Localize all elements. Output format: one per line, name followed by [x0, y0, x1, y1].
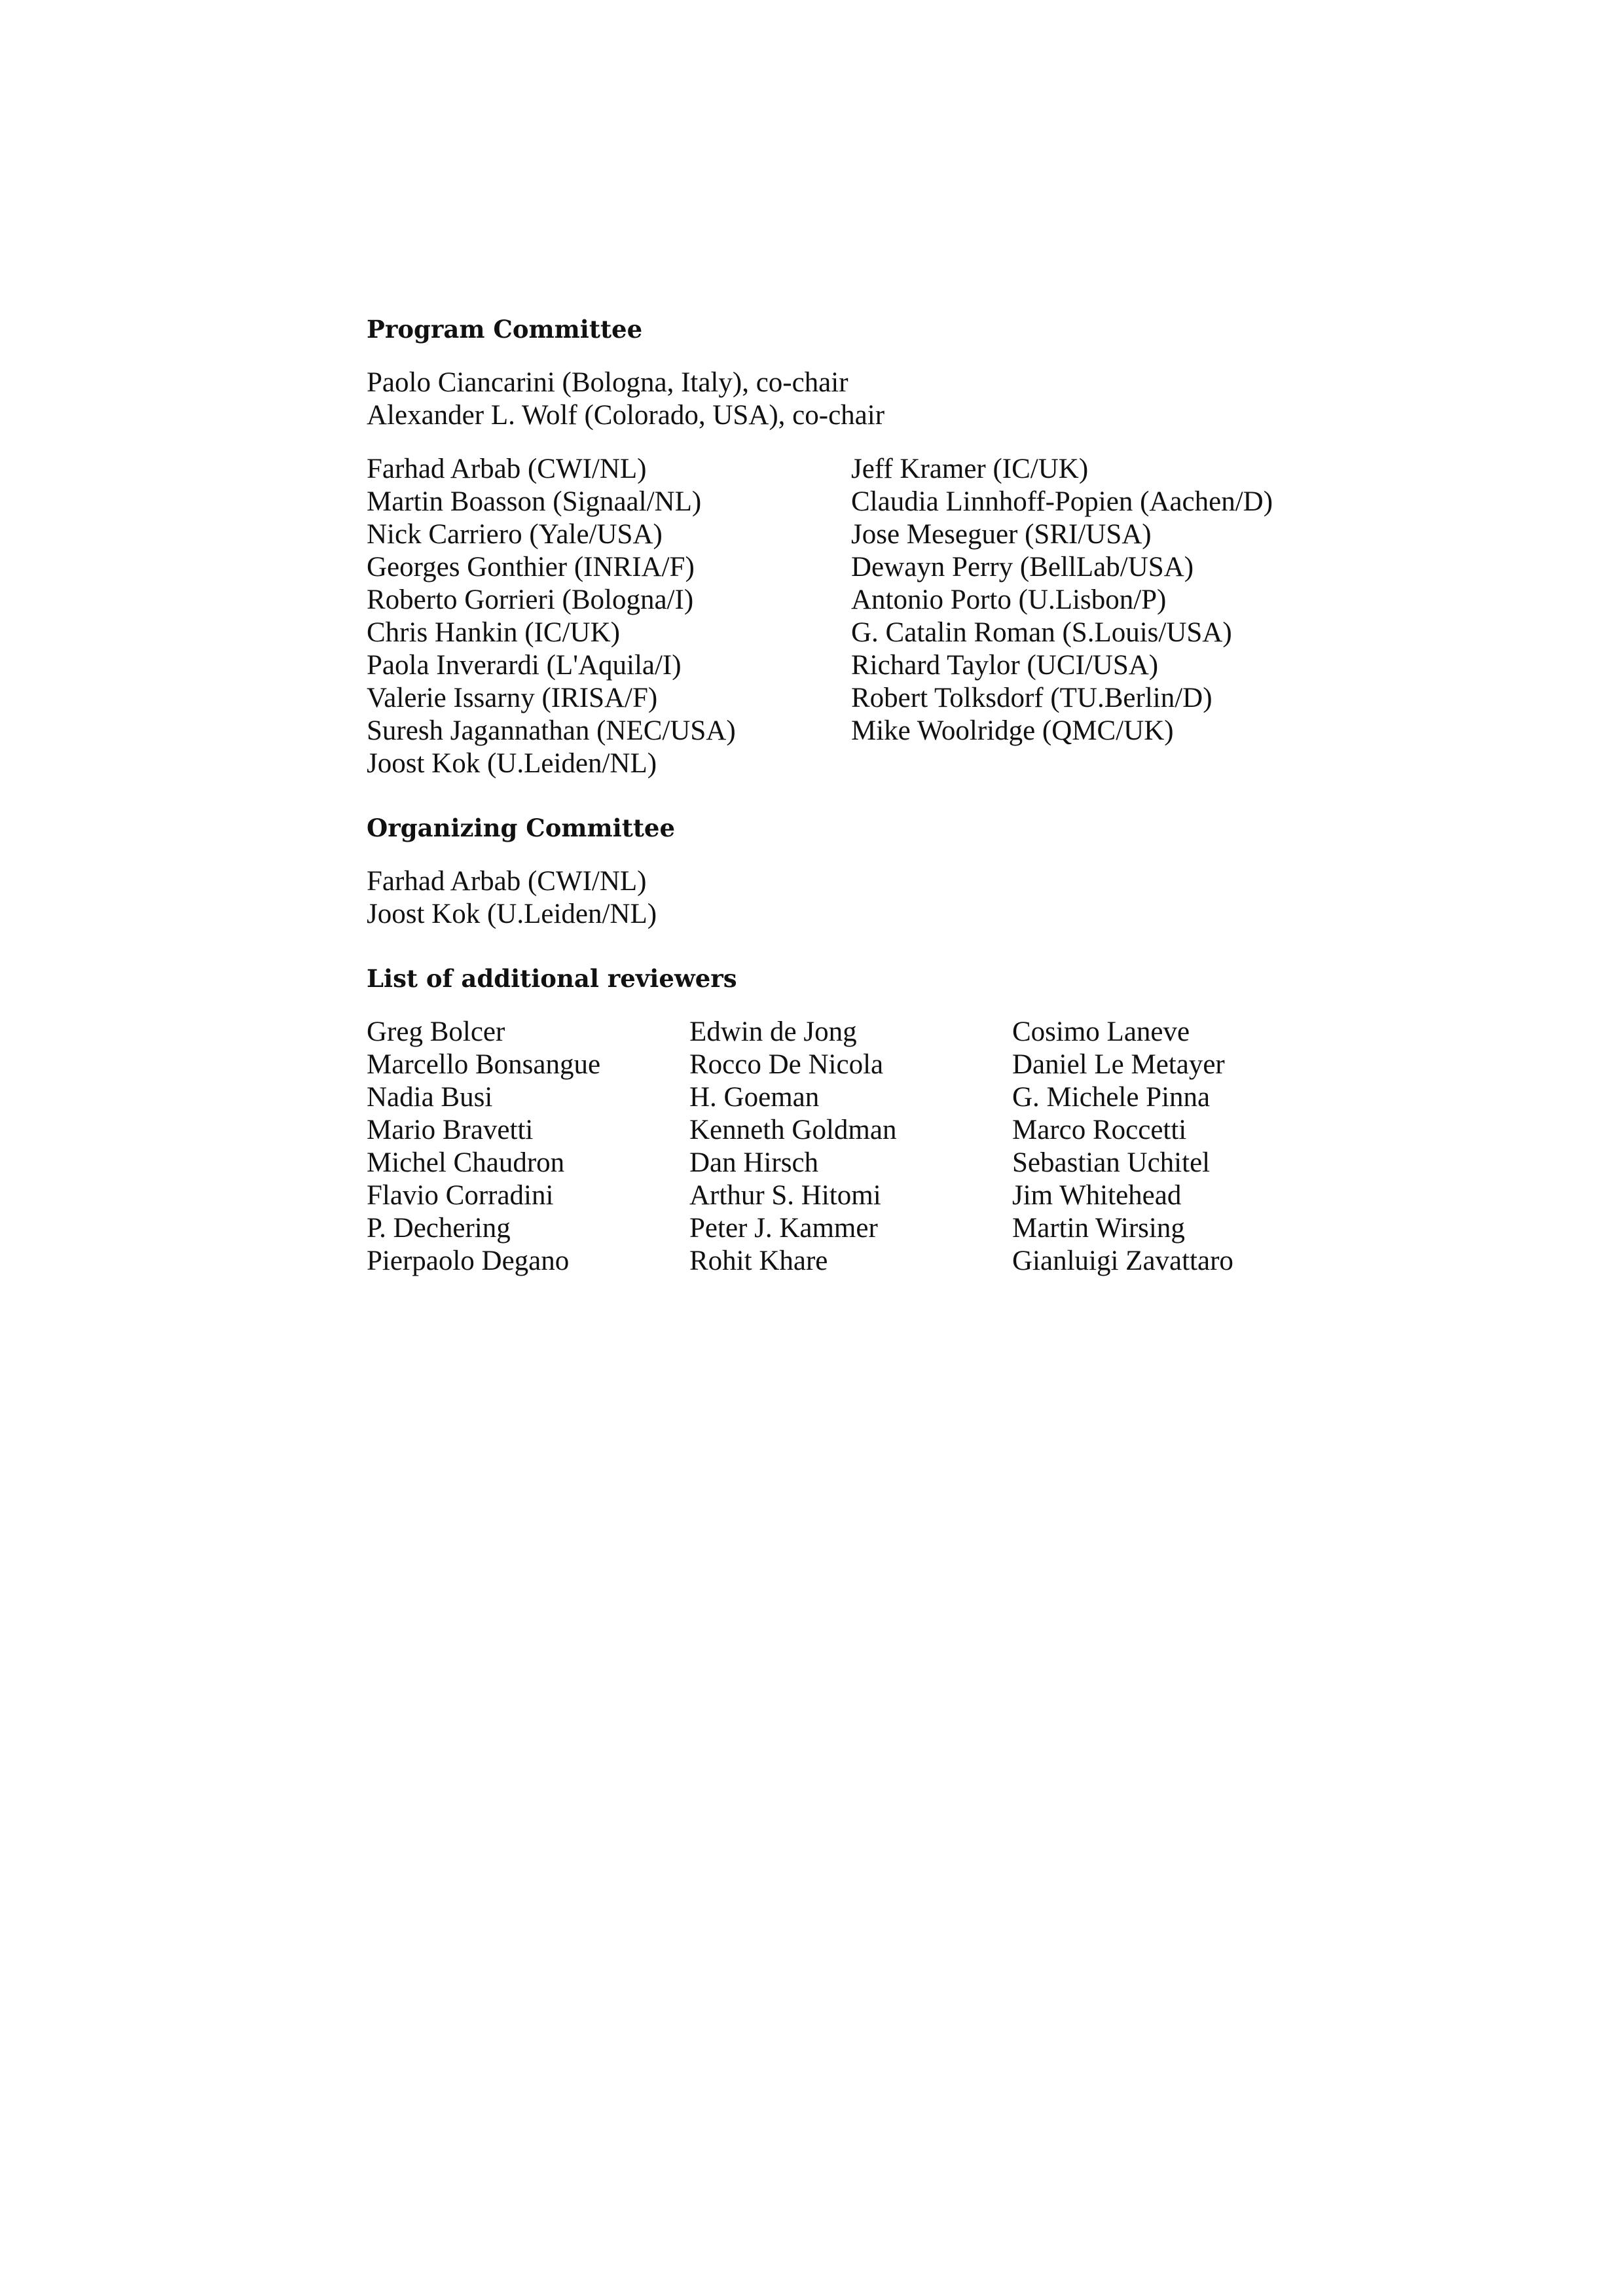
- committee-member: Richard Taylor (UCI/USA): [851, 650, 1159, 681]
- reviewer-name: Greg Bolcer: [367, 1016, 505, 1047]
- reviewer-name: Mario Bravetti: [367, 1115, 534, 1145]
- reviewer-name: Cosimo Laneve: [1012, 1016, 1190, 1047]
- committee-member: Mike Woolridge (QMC/UK): [851, 715, 1174, 746]
- committee-member: Joost Kok (U.Leiden/NL): [367, 748, 657, 779]
- reviewer-name: Rohit Khare: [689, 1246, 828, 1276]
- page-content: [367, 313, 1349, 1278]
- reviewer-name: H. Goeman: [689, 1082, 820, 1113]
- reviewer-name: Arthur S. Hitomi: [689, 1180, 881, 1211]
- committee-member: Paola Inverardi (L'Aquila/I): [367, 650, 682, 681]
- committee-member: Jeff Kramer (IC/UK): [851, 454, 1089, 484]
- reviewers-column-2: [689, 1016, 1012, 1278]
- committee-member: Martin Boasson (Signaal/NL): [367, 486, 702, 517]
- program-members-grid: [367, 453, 1349, 780]
- organizing-committee-heading: Organizing Committee: [367, 814, 675, 842]
- reviewer-name: P. Dechering: [367, 1213, 511, 1244]
- committee-member: Claudia Linnhoff-Popien (Aachen/D): [851, 486, 1273, 517]
- committee-member: Farhad Arbab (CWI/NL): [367, 866, 647, 897]
- program-committee-section: [367, 313, 1349, 780]
- committee-member: Robert Tolksdorf (TU.Berlin/D): [851, 683, 1213, 713]
- co-chair-line: Alexander L. Wolf (Colorado, USA), co-chair: [367, 400, 885, 431]
- co-chair-line: Paolo Ciancarini (Bologna, Italy), co-chair: [367, 367, 848, 398]
- committee-member: Chris Hankin (IC/UK): [367, 617, 620, 648]
- reviewer-name: Marco Roccetti: [1012, 1115, 1187, 1145]
- committee-member: Dewayn Perry (BellLab/USA): [851, 552, 1194, 583]
- reviewer-name: Jim Whitehead: [1012, 1180, 1182, 1211]
- reviewer-name: Peter J. Kammer: [689, 1213, 878, 1244]
- organizing-committee-section: [367, 812, 1349, 931]
- reviewers-section: [367, 962, 1349, 1278]
- reviewer-name: Sebastian Uchitel: [1012, 1147, 1211, 1178]
- committee-member: Joost Kok (U.Leiden/NL): [367, 899, 657, 929]
- program-members-right-column: [851, 453, 1336, 780]
- reviewer-name: Martin Wirsing: [1012, 1213, 1185, 1244]
- organizing-members-list: [367, 865, 1349, 931]
- reviewer-name: Edwin de Jong: [689, 1016, 857, 1047]
- reviewer-name: Gianluigi Zavattaro: [1012, 1246, 1233, 1276]
- committee-member: Valerie Issarny (IRISA/F): [367, 683, 658, 713]
- program-committee-heading: Program Committee: [367, 315, 643, 344]
- reviewer-name: G. Michele Pinna: [1012, 1082, 1211, 1113]
- committee-member: Farhad Arbab (CWI/NL): [367, 454, 647, 484]
- committee-member: Roberto Gorrieri (Bologna/I): [367, 584, 694, 615]
- reviewers-column-1: [367, 1016, 689, 1278]
- committee-member: Georges Gonthier (INRIA/F): [367, 552, 695, 583]
- committee-member: Antonio Porto (U.Lisbon/P): [851, 584, 1167, 615]
- reviewer-name: Kenneth Goldman: [689, 1115, 897, 1145]
- reviewer-name: Marcello Bonsangue: [367, 1049, 601, 1080]
- reviewer-name: Rocco De Nicola: [689, 1049, 884, 1080]
- reviewer-name: Daniel Le Metayer: [1012, 1049, 1225, 1080]
- reviewer-name: Flavio Corradini: [367, 1180, 554, 1211]
- committee-member: G. Catalin Roman (S.Louis/USA): [851, 617, 1232, 648]
- reviewers-column-3: [1012, 1016, 1335, 1278]
- committee-member: Jose Meseguer (SRI/USA): [851, 519, 1152, 550]
- committee-member: Suresh Jagannathan (NEC/USA): [367, 715, 736, 746]
- co-chairs-list: [367, 367, 1349, 432]
- reviewers-grid: [367, 1016, 1349, 1278]
- reviewer-name: Nadia Busi: [367, 1082, 493, 1113]
- program-members-left-column: [367, 453, 851, 780]
- committee-member: Nick Carriero (Yale/USA): [367, 519, 663, 550]
- reviewer-name: Pierpaolo Degano: [367, 1246, 570, 1276]
- reviewers-heading: List of additional reviewers: [367, 964, 737, 993]
- reviewer-name: Dan Hirsch: [689, 1147, 819, 1178]
- reviewer-name: Michel Chaudron: [367, 1147, 565, 1178]
